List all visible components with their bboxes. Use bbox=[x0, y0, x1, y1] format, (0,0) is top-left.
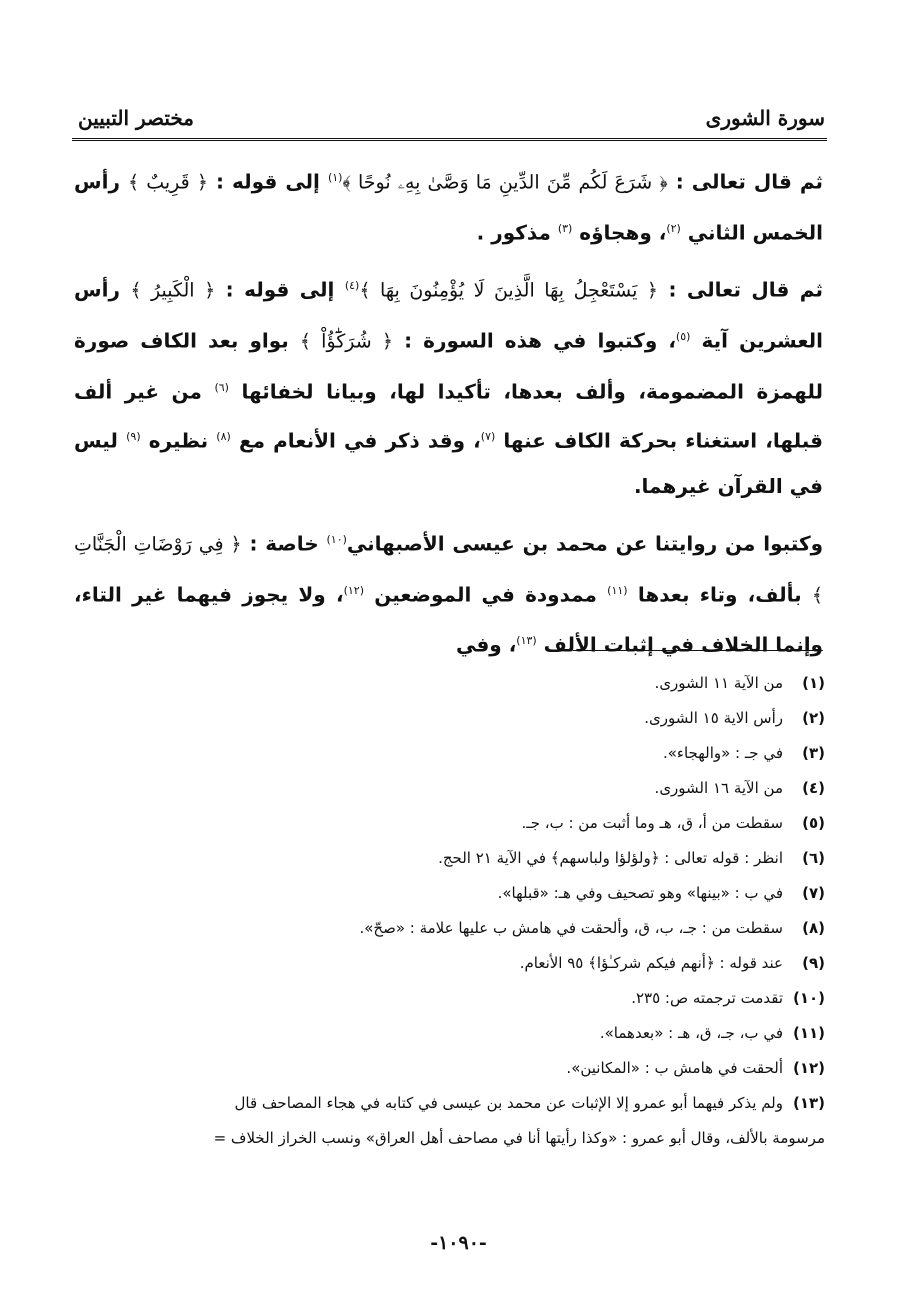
quran-verse: ﴿ شُرَكَٰٓؤُاْ ﴾ bbox=[299, 330, 393, 353]
footnote-item bbox=[70, 841, 825, 876]
footnote-text: في جـ : «والهجاء». bbox=[662, 744, 783, 762]
footnote-ref: (١٠) bbox=[326, 532, 347, 546]
text-run: رأس الخمس الثاني bbox=[74, 169, 823, 245]
footnote-number: (٣) bbox=[802, 744, 825, 762]
footnote-ref: (٨) bbox=[216, 430, 231, 444]
footnote-number: (٨) bbox=[802, 919, 825, 937]
footnote-ref: (٢) bbox=[666, 221, 681, 235]
footnote-item bbox=[70, 806, 825, 841]
paragraph-3 bbox=[74, 517, 823, 668]
footnote-text: في ب، جـ، ق، هـ : «بعدهما». bbox=[599, 1024, 783, 1042]
text-run: ثم قال تعالى : bbox=[667, 169, 824, 194]
text-run: ، وهجاؤه bbox=[572, 220, 667, 245]
footnote-item bbox=[70, 736, 825, 771]
text-run: وكتبوا من روايتنا عن محمد بن عيسى الأصبهاني bbox=[346, 531, 824, 556]
footnote-ref: (٤) bbox=[344, 279, 360, 293]
quran-verse: ﴿ يَسْتَعْجِلُ بِهَا الَّذِينَ لَا يُؤْمِنُونَ بِهَا ﴾ bbox=[359, 279, 659, 302]
footnote-text: ولم يذكر فيهما أبو عمرو إلا الإثبات عن محمد بن عيسى في كتابه في هجاء المصاحف قال bbox=[234, 1094, 783, 1112]
text-run: بواو بعد الكاف صورة للهمزة المضمومة، وألف بعدها، تأكيدا لها، وبيانا لخفائها bbox=[74, 328, 823, 404]
footnote-text: في ب : «بينها» وهو تصحيف وفي هـ: «قبلها». bbox=[497, 884, 783, 902]
footnote-text: من الآية ١١ الشورى. bbox=[654, 674, 783, 692]
footnote-text: رأس الاية ١٥ الشورى. bbox=[644, 709, 783, 727]
quran-verse: ﴿ شَرَعَ لَكُم مِّنَ الدِّينِ مَا وَصَّىٰ بِهِۦ نُوحًا ﴾ bbox=[342, 171, 668, 194]
footnote-ref: (٥) bbox=[675, 329, 691, 343]
paragraph-2 bbox=[74, 263, 823, 509]
text-run: ، وقد ذكر في الأنعام مع bbox=[230, 428, 481, 453]
footnote-item bbox=[70, 771, 825, 806]
footnote-number: (٧) bbox=[802, 884, 825, 902]
footnote-ref: (٧) bbox=[480, 430, 496, 444]
text-run: إلى قوله : bbox=[215, 277, 345, 302]
text-run: ثم قال تعالى : bbox=[658, 277, 823, 302]
text-run: ، وكتبوا في هذه السورة : bbox=[393, 328, 676, 353]
footnote-list bbox=[70, 666, 825, 1121]
footnote-text: تقدمت ترجمته ص: ٢٣٥. bbox=[631, 989, 783, 1007]
text-run: خاصة : bbox=[241, 531, 327, 556]
text-run: مذكور . bbox=[476, 220, 558, 245]
footnote-number: (٢) bbox=[802, 709, 825, 727]
footnote-ref: (١١) bbox=[607, 583, 628, 597]
footnote-text: سقطت من : جـ، ب، ق، وألحقت في هامش ب عليها علامة : «صحّ». bbox=[359, 919, 783, 937]
footnote-ref: (٣) bbox=[557, 221, 573, 235]
paragraph-1 bbox=[74, 155, 823, 255]
text-run: إلى قوله : bbox=[207, 169, 328, 194]
footnote-item bbox=[70, 666, 825, 701]
footnote-item bbox=[70, 1016, 825, 1051]
footnote-number: (١٣) bbox=[792, 1094, 825, 1112]
footnote-number: (٦) bbox=[802, 849, 825, 867]
footnote-number: (١٠) bbox=[792, 989, 825, 1007]
text-run: ، ولا يجوز فيهما غير التاء، وإنما الخلاف في إثبات الألف bbox=[74, 582, 823, 657]
footnote-item bbox=[70, 981, 825, 1016]
footnote-ref: (١٢) bbox=[343, 583, 364, 597]
footnote-item bbox=[70, 876, 825, 911]
footnote-text: من الآية ١٦ الشورى. bbox=[654, 779, 783, 797]
footnote-number: (٥) bbox=[802, 814, 825, 832]
footnote-divider bbox=[573, 650, 823, 651]
footnote-text: عند قوله : ﴿أنهم فيكم شركـٰؤا﴾ ٩٥ الأنعام. bbox=[519, 954, 783, 972]
header-divider bbox=[72, 138, 827, 141]
main-text bbox=[74, 155, 823, 668]
footnote-ref: (٦) bbox=[214, 380, 229, 394]
footnote-text: سقطت من أ، ق، هـ وما أثبت من : ب، جـ. bbox=[521, 814, 783, 832]
page-number: -١٠٩٠- bbox=[430, 1232, 487, 1254]
text-run: من غير ألف قبلها، استغناء بحركة الكاف عنها bbox=[74, 379, 823, 453]
footnote-ref: (٩) bbox=[126, 430, 141, 444]
footnote-continuation: مرسومة بالألف، وقال أبو عمرو : «وكذا رأيتها أنا في مصاحف أهل العراق» ونسب الخراز الخلاف = bbox=[213, 1129, 825, 1147]
page-header bbox=[78, 90, 825, 130]
footnote-ref: (١٣) bbox=[516, 634, 537, 648]
text-run: رأس العشرين آية bbox=[74, 277, 824, 353]
footnote-text: انظر : قوله تعالى : ﴿ولؤلؤا ولباسهم﴾ في الآية ٢١ الحج. bbox=[438, 849, 783, 867]
text-run: نظيره bbox=[140, 428, 217, 453]
text-run: بألف، وتاء بعدها bbox=[627, 582, 812, 607]
header-surah-title: سورة الشورى bbox=[705, 106, 825, 130]
quran-verse: ﴿ فِي رَوْضَاتِ الْجَنَّاتِ ﴾ bbox=[74, 533, 823, 607]
text-run: ممدودة في الموضعين bbox=[363, 582, 608, 607]
footnote-ref: (١) bbox=[327, 171, 343, 184]
text-run: ليس في القرآن غيرهما. bbox=[74, 428, 823, 498]
footnote-item bbox=[70, 1051, 825, 1086]
quran-verse: ﴿ قَرِيبٌ ﴾ bbox=[128, 171, 208, 194]
footnote-number: (١١) bbox=[792, 1024, 825, 1042]
footnote-item bbox=[70, 946, 825, 981]
quran-verse: ﴿ الْكَبِيرُ ﴾ bbox=[130, 279, 216, 302]
footnote-item bbox=[70, 1086, 825, 1121]
text-run: ، وفي bbox=[455, 632, 517, 657]
header-book-title: مختصر التبيين bbox=[78, 106, 195, 130]
footnote-item bbox=[70, 911, 825, 946]
footnote-number: (٩) bbox=[802, 954, 825, 972]
footnote-number: (١٢) bbox=[792, 1059, 825, 1077]
footnote-number: (١) bbox=[802, 674, 825, 692]
footnote-item bbox=[70, 701, 825, 736]
footnotes bbox=[70, 666, 825, 1156]
footnote-text: ألحقت في هامش ب : «المكانين». bbox=[566, 1059, 783, 1077]
footnote-number: (٤) bbox=[802, 779, 825, 797]
